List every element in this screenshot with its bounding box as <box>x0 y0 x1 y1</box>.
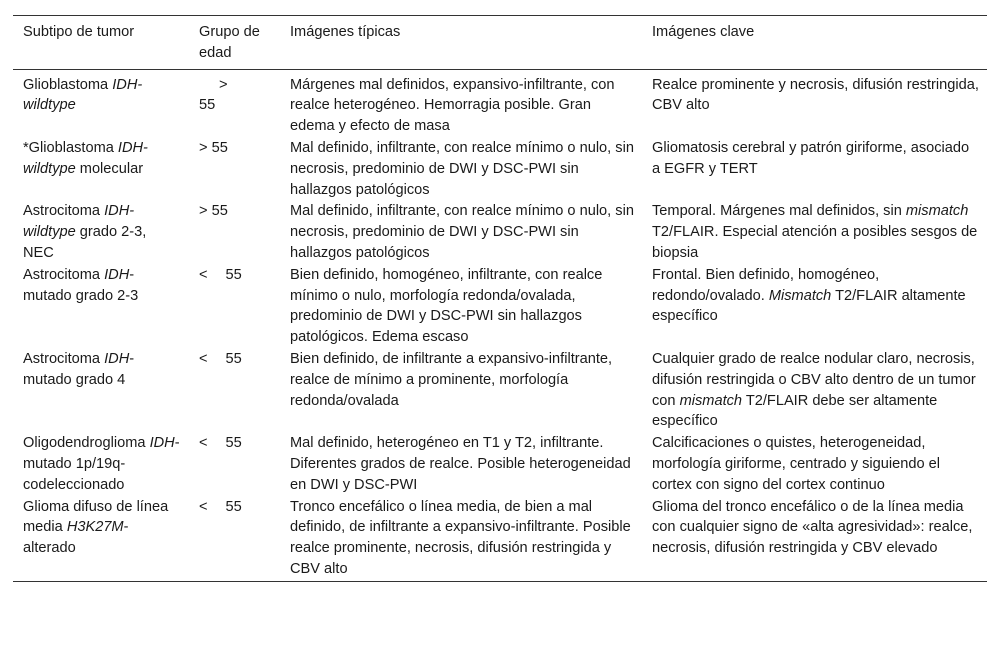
italic-term: IDH-wildtype <box>23 203 135 241</box>
cell-key-images <box>642 497 987 582</box>
age-value: 55 <box>199 97 216 114</box>
age-value: 55 <box>225 435 242 452</box>
cell-age-group <box>189 138 280 201</box>
cell-subtype <box>13 69 189 138</box>
table-row <box>13 497 987 582</box>
text-segment: Astrocitoma <box>23 203 105 220</box>
tumor-subtype-table <box>13 15 987 582</box>
cell-key-images <box>642 349 987 433</box>
text-segment: Frontal. Bien definido, homogéneo, redondo/ovalado. <box>652 266 880 304</box>
table-row <box>13 265 987 349</box>
text-segment: Glioma del tronco encefálico o de la línea media con cualquier signo de «alta agresividad»: realce, necrosis, difusión restringida y CBV elevado <box>652 498 973 557</box>
cell-key-images <box>642 265 987 349</box>
table-row <box>13 349 987 433</box>
text-segment: -mutado grado 4 <box>23 350 135 388</box>
text-segment: Gliomatosis cerebral y patrón giriforme, asociado a EGFR y TERT <box>652 139 970 177</box>
cell-subtype <box>13 433 189 496</box>
text-segment: Calcificaciones o quistes, heterogeneidad, morfología giriforme, centrado y siguiendo el cortex con signo del cortex continuo <box>652 435 940 493</box>
table-row <box>13 138 987 201</box>
header-row <box>13 16 987 70</box>
text-segment: Temporal. Márgenes mal definidos, sin <box>652 203 906 220</box>
cell-age-group <box>189 265 280 349</box>
age-symbol: < <box>199 498 208 515</box>
text-segment: molecular <box>75 160 144 177</box>
cell-key-images <box>642 138 987 201</box>
age-symbol: < <box>199 266 208 283</box>
italic-term: IDH <box>104 266 130 283</box>
italic-term: IDH-wildtype <box>23 76 143 114</box>
age-symbol: > <box>219 76 228 93</box>
age-symbol: > <box>199 139 208 156</box>
cell-subtype <box>13 265 189 349</box>
cell-subtype <box>13 349 189 433</box>
text-segment: -mutado grado 2-3 <box>23 266 139 304</box>
table-header <box>13 16 987 70</box>
italic-term: IDH-wildtype <box>23 139 148 177</box>
text-segment: grado 2-3, NEC <box>23 224 147 261</box>
text-segment: Glioma difuso de línea media <box>23 498 169 536</box>
italic-term: Mismatch <box>768 287 832 304</box>
table-row <box>13 201 987 264</box>
cell-typical-images: Bien definido, homogéneo, infiltrante, con realce mínimo o nulo, morfología redonda/ovalada, predominio de DWI y DSC-PWI sin hallazgos patológicos. Edema escaso <box>290 266 603 346</box>
cell-age-group <box>189 349 280 433</box>
cell-subtype <box>13 138 189 201</box>
header-typical-images: Imágenes típicas <box>290 24 401 40</box>
italic-term: H3K27M <box>66 519 124 536</box>
cell-subtype <box>13 201 189 264</box>
text-segment: -alterado <box>23 519 129 557</box>
age-value: 55 <box>225 350 242 367</box>
cell-age-group <box>189 497 280 582</box>
text-segment: Cualquier grado de realce nodular claro, necrosis, difusión restringida o CBV alto dentro de un tumor con <box>652 350 976 409</box>
italic-term: mismatch <box>905 203 969 220</box>
text-segment: Glioblastoma <box>23 76 113 93</box>
cell-typical-images: Mal definido, infiltrante, con realce mínimo o nulo, sin necrosis, predominio de DWI y DSC-PWI sin hallazgos patológicos <box>290 203 634 261</box>
text-segment: Astrocitoma <box>23 350 105 367</box>
cell-typical-images: Bien definido, de infiltrante a expansivo-infiltrante, realce de mínimo a prominente, morfología redonda/ovalada <box>290 350 613 409</box>
table-row <box>13 69 987 138</box>
header-key-images: Imágenes clave <box>652 24 755 40</box>
cell-age-group <box>189 69 280 138</box>
text-segment: Realce prominente y necrosis, difusión restringida, CBV alto <box>652 76 979 114</box>
italic-term: IDH <box>149 435 175 452</box>
cell-age-group <box>189 201 280 264</box>
age-value: 55 <box>225 266 242 283</box>
age-symbol: < <box>199 350 208 367</box>
age-symbol: > <box>199 203 208 220</box>
italic-term: mismatch <box>679 392 743 409</box>
cell-age-group <box>189 433 280 496</box>
text-segment: Astrocitoma <box>23 266 105 283</box>
cell-typical-images: Mal definido, heterogéneo en T1 y T2, infiltrante. Diferentes grados de realce. Posible heterogeneidad en DWI y DSC-PWI <box>290 435 631 493</box>
italic-term: IDH <box>104 350 130 367</box>
text-segment: -mutado 1p/19q-codeleccionado <box>23 435 180 493</box>
cell-typical-images: Mal definido, infiltrante, con realce mínimo o nulo, sin necrosis, predominio de DWI y DSC-PWI sin hallazgos patológicos <box>290 139 634 198</box>
cell-key-images <box>642 433 987 496</box>
text-segment: Oligodendroglioma <box>23 435 150 452</box>
text-segment: T2/FLAIR debe ser altamente específico <box>652 392 938 430</box>
age-value: 55 <box>211 139 228 156</box>
cell-typical-images: Tronco encefálico o línea media, de bien a mal definido, de infiltrante a expansivo-infiltrante. Posible realce prominente, necrosis, difusión restringida y CBV alto <box>290 498 631 577</box>
table-body <box>13 69 987 581</box>
age-value: 55 <box>225 498 242 515</box>
cell-key-images <box>642 201 987 264</box>
text-segment: T2/FLAIR altamente específico <box>652 287 966 325</box>
header-subtype: Subtipo de tumor <box>23 24 135 40</box>
cell-typical-images: Márgenes mal definidos, expansivo-infiltrante, con realce heterogéneo. Hemorragia posible. Gran edema y efecto de masa <box>290 76 615 135</box>
table-row <box>13 433 987 496</box>
text-segment: T2/FLAIR. Especial atención a posibles sesgos de biopsia <box>652 224 978 261</box>
header-age-group: Grupo de edad <box>199 24 260 61</box>
age-value: 55 <box>211 203 228 220</box>
age-symbol: < <box>199 435 208 452</box>
cell-subtype <box>13 497 189 582</box>
cell-key-images <box>642 69 987 138</box>
text-segment: *Glioblastoma <box>23 139 118 156</box>
